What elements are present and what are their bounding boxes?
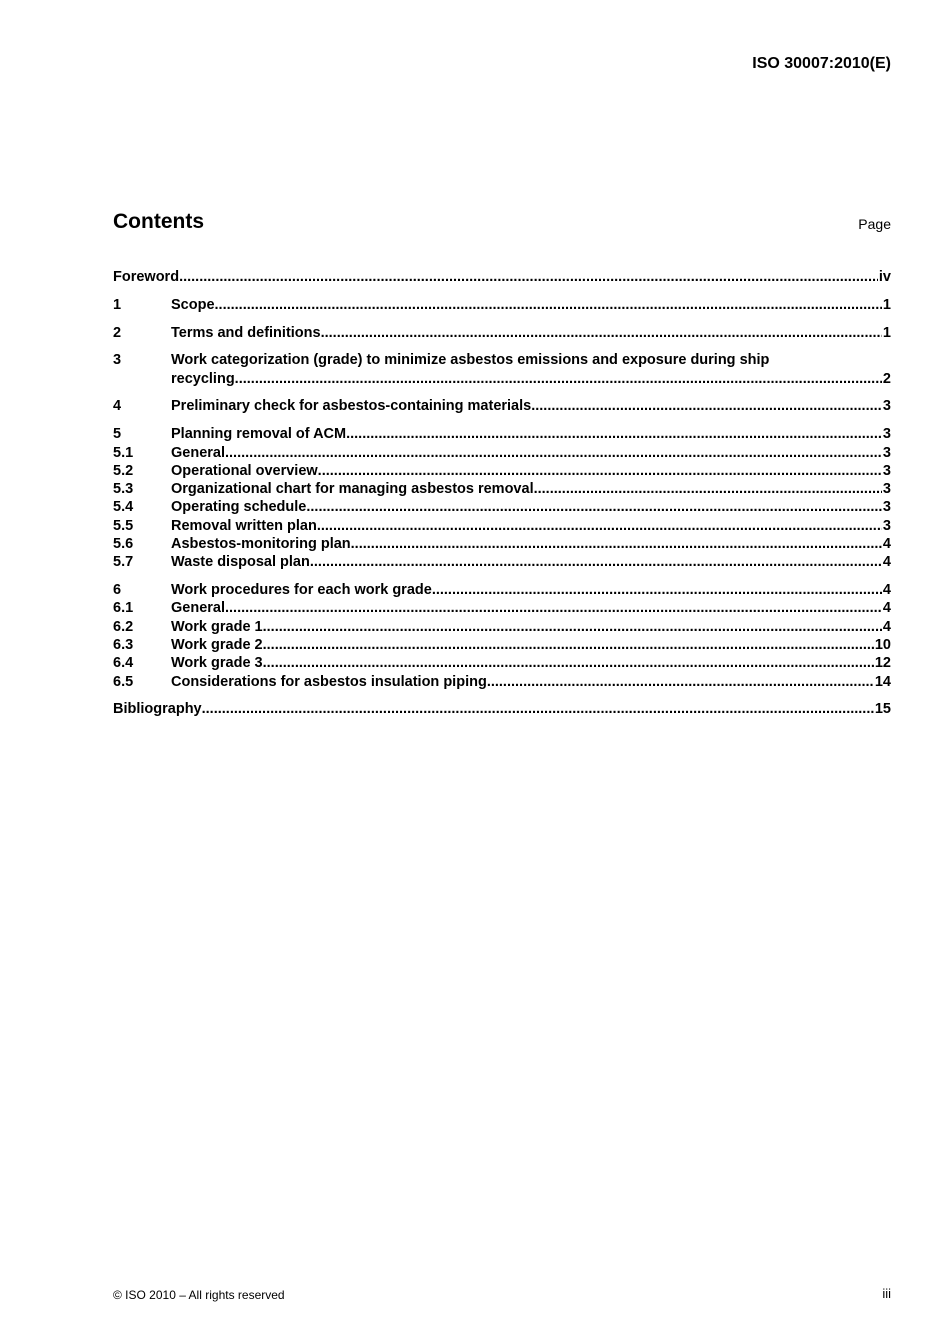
toc-entry[interactable] [113, 268, 891, 286]
toc-entry-page: 3 [882, 517, 891, 534]
toc-entry[interactable] [113, 517, 891, 535]
toc-entry[interactable] [113, 636, 891, 654]
toc-entry-title: recycling [171, 370, 235, 387]
toc-entry-page: 3 [882, 426, 891, 443]
page-title: Contents [113, 210, 204, 233]
dot-leader [321, 324, 882, 342]
toc-entry-title: Bibliography [113, 701, 202, 718]
toc-entry-page: 4 [882, 536, 891, 553]
dot-leader [263, 618, 882, 636]
toc-entry-title: Scope [171, 296, 215, 313]
toc-entry-title: Work procedures for each work grade [171, 582, 432, 599]
toc-entry-title: Preliminary check for asbestos-containing materials [171, 398, 532, 415]
toc-entry-title: Terms and definitions [171, 324, 321, 341]
dot-leader [531, 397, 882, 415]
toc-entry[interactable] [113, 462, 891, 480]
dot-leader [346, 425, 882, 443]
document-id: ISO 30007:2010(E) [752, 55, 891, 72]
dot-leader [215, 296, 882, 314]
toc-entry-number: 5.4 [113, 499, 134, 516]
toc-entry-title: Work grade 2 [171, 637, 263, 654]
dot-leader [263, 636, 874, 654]
toc-entry-number: 6 [113, 582, 122, 599]
dot-leader [225, 599, 882, 617]
toc-entry-title: Organizational chart for managing asbestos removal [171, 481, 534, 498]
toc-entry-title: General [171, 600, 225, 617]
toc-entry-number: 6.2 [113, 618, 134, 635]
dot-leader [306, 498, 882, 516]
toc-entry-page: 15 [874, 701, 891, 718]
toc-entry[interactable] [113, 700, 891, 718]
toc-entry-number: 5.1 [113, 444, 134, 461]
toc-entry-page: 4 [882, 600, 891, 617]
dot-leader [225, 444, 882, 462]
toc-entry-number: 4 [113, 398, 122, 415]
dot-leader [351, 535, 882, 553]
toc-entry-page: 14 [874, 673, 891, 690]
copyright-notice: © ISO 2010 – All rights reserved [113, 1288, 285, 1302]
toc-entry-page: 4 [882, 618, 891, 635]
toc-entry-number: 6.1 [113, 600, 134, 617]
dot-leader [432, 581, 882, 599]
toc-entry-number: 5.6 [113, 536, 134, 553]
toc-entry-page: 1 [882, 324, 891, 341]
toc-entry-page: 4 [882, 554, 891, 571]
toc-entry[interactable] [113, 324, 891, 342]
toc-entry-title: Considerations for asbestos insulation piping [171, 673, 487, 690]
toc-entry[interactable] [113, 296, 891, 314]
dot-leader [263, 654, 874, 672]
toc-entry-number: 6.3 [113, 637, 134, 654]
dot-leader [179, 268, 878, 286]
dot-leader [310, 553, 882, 571]
toc-entry-number: 3 [113, 352, 122, 369]
toc-entry-number: 5.2 [113, 462, 134, 479]
toc-entry-title-line: Work categorization (grade) to minimize asbestos emissions and exposure during ship [171, 352, 770, 369]
toc-entry-number: 5.3 [113, 481, 134, 498]
toc-entry-number: 1 [113, 296, 122, 313]
toc-entry-number: 5.7 [113, 554, 134, 571]
toc-entry-title: Operating schedule [171, 499, 307, 516]
toc-entry[interactable] [113, 444, 891, 462]
toc-entry[interactable] [113, 553, 891, 571]
toc-entry-title: Planning removal of ACM [171, 426, 347, 443]
toc-entry-title: Asbestos-monitoring plan [171, 536, 351, 553]
toc-entry[interactable] [113, 618, 891, 636]
toc-entry-page: 3 [882, 444, 891, 461]
toc-entry-page: 2 [882, 370, 891, 387]
dot-leader [534, 480, 882, 498]
toc-entry[interactable] [113, 654, 891, 672]
table-of-contents [113, 268, 891, 719]
toc-entry-page: iv [878, 269, 891, 285]
dot-leader [202, 700, 874, 718]
toc-entry-title: Operational overview [171, 462, 318, 479]
toc-entry[interactable] [113, 397, 891, 415]
toc-entry[interactable] [113, 498, 891, 516]
dot-leader [235, 370, 882, 388]
toc-entry-number: 6.4 [113, 655, 134, 672]
toc-entry[interactable] [113, 673, 891, 691]
toc-entry-number: 6.5 [113, 673, 134, 690]
toc-entry-title: Waste disposal plan [171, 554, 310, 571]
toc-entry[interactable] [113, 351, 891, 388]
toc-entry-page: 3 [882, 481, 891, 498]
toc-entry[interactable] [113, 599, 891, 617]
toc-entry-page: 4 [882, 582, 891, 599]
dot-leader [318, 462, 882, 480]
toc-entry-number: 5.5 [113, 517, 134, 534]
toc-entry[interactable] [113, 425, 891, 443]
toc-entry-title: Work grade 1 [171, 618, 263, 635]
dot-leader [317, 517, 882, 535]
toc-entry-title: Removal written plan [171, 517, 317, 534]
dot-leader [487, 673, 874, 691]
toc-entry-title: Work grade 3 [171, 655, 263, 672]
toc-entry[interactable] [113, 480, 891, 498]
toc-entry-page: 3 [882, 499, 891, 516]
toc-entry[interactable] [113, 535, 891, 553]
toc-entry-title: General [171, 444, 225, 461]
page-number: iii [882, 1286, 891, 1301]
toc-entry-page: 3 [882, 398, 891, 415]
toc-entry-page: 3 [882, 462, 891, 479]
toc-entry-page: 12 [874, 655, 891, 672]
toc-entry-number: 2 [113, 324, 122, 341]
page-column-label: Page [858, 216, 891, 232]
toc-entry-title: Foreword [113, 269, 180, 285]
toc-entry-page: 10 [874, 637, 891, 654]
toc-entry-number: 5 [113, 426, 122, 443]
toc-entry-page: 1 [882, 296, 891, 313]
toc-entry[interactable] [113, 581, 891, 599]
